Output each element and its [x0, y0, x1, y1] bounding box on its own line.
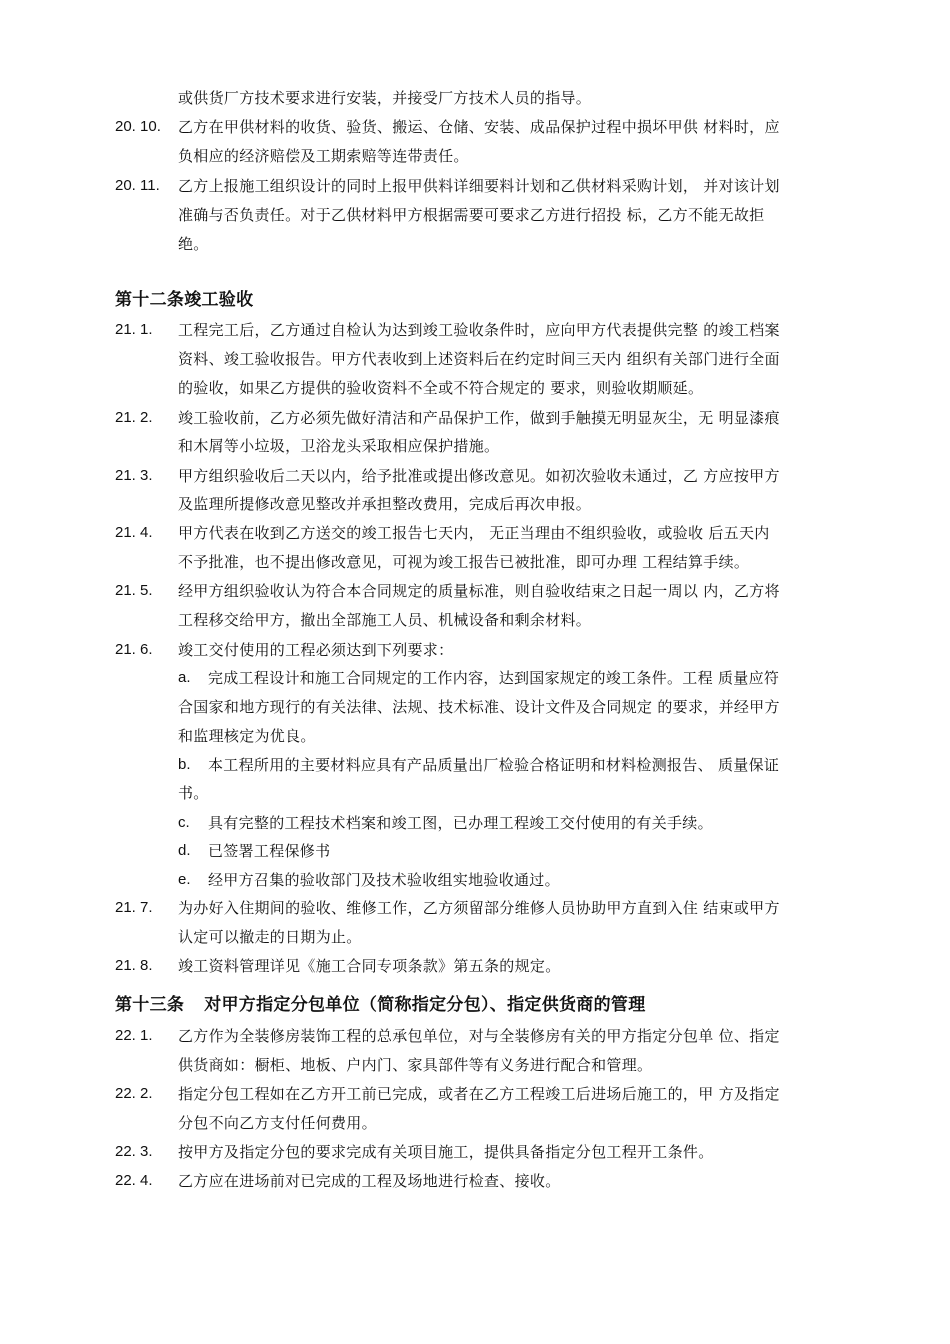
clause-text: 认定可以撤走的日期为止。 [178, 928, 362, 946]
clause-number: 21. 4. [115, 524, 153, 541]
clause-text: 和木屑等小垃圾，卫浴龙头采取相应保护措施。 [178, 437, 500, 455]
clause-text: 竣工验收前，乙方必须先做好清洁和产品保护工作，做到手触摸无明显灰尘，无 明显漆痕 [178, 409, 780, 427]
clause-number: 21. 5. [115, 582, 153, 599]
clause-text: 竣工交付使用的工程必须达到下列要求： [178, 641, 454, 659]
clause-text: 供货商如：橱柜、地板、户内门、家具部件等有义务进行配合和管理。 [178, 1056, 653, 1074]
clause-text: 乙方作为全装修房装饰工程的总承包单位，对与全装修房有关的甲方指定分包单 位、指定 [178, 1027, 780, 1045]
clause-text: 的验收，如果乙方提供的验收资料不全或不符合规定的 要求，则验收期顺延。 [178, 379, 704, 397]
clause-number: 22. 4. [115, 1172, 153, 1189]
clause-number: 21. 3. [115, 467, 153, 484]
clause-text: 乙方上报施工组织设计的同时上报甲供料详细要料计划和乙供材料采购计划， 并对该计划 [178, 177, 780, 195]
clause-text: 甲方代表在收到乙方送交的竣工报告七天内， 无正当理由不组织验收，或验收 后五天内 [178, 524, 770, 542]
clause-text: 绝。 [178, 235, 209, 253]
sub-item-text: 书。 [178, 784, 209, 802]
clause-number: 21. 1. [115, 321, 153, 338]
clause-number: 22. 1. [115, 1027, 153, 1044]
clause-text: 工程完工后，乙方通过自检认为达到竣工验收条件时，应向甲方代表提供完整 的竣工档案 [178, 321, 780, 339]
sub-item-text: 和监理核定为优良。 [178, 727, 316, 745]
clause-text: 乙方在甲供材料的收货、验货、搬运、仓储、安装、成品保护过程中损坏甲供 材料时，应 [178, 118, 780, 136]
clause-text: 竣工资料管理详见《施工合同专项条款》第五条的规定。 [178, 957, 561, 975]
clause-number: 21. 6. [115, 641, 153, 658]
clause-text: 按甲方及指定分包的要求完成有关项目施工，提供具备指定分包工程开工条件。 [178, 1143, 714, 1161]
sub-item-letter: b. [178, 756, 191, 773]
clause-number: 20. 10. [115, 118, 161, 135]
sub-item-text: 合国家和地方现行的有关法律、法规、技术标准、设计文件及合同规定 的要求，并经甲方 [178, 698, 780, 716]
clause-number: 20. 11. [115, 177, 160, 194]
sub-item-text: 完成工程设计和施工合同规定的工作内容，达到国家规定的竣工条件。工程 质量应符 [208, 669, 780, 687]
clause-number: 22. 3. [115, 1143, 153, 1160]
sub-item-text: 具有完整的工程技术档案和竣工图，已办理工程竣工交付使用的有关手续。 [208, 814, 713, 832]
clause-text: 及监理所提修改意见整改并承担整改费用，完成后再次申报。 [178, 495, 592, 513]
sub-item-text: 经甲方召集的验收部门及技术验收组实地验收通过。 [208, 871, 560, 889]
sub-item-letter: d. [178, 842, 191, 859]
clause-text: 经甲方组织验收认为符合本合同规定的质量标准，则自验收结束之日起一周以 内，乙方将 [178, 582, 780, 600]
section-heading [115, 994, 646, 1016]
clause-text: 为办好入住期间的验收、维修工作，乙方须留部分维修人员协助甲方直到入住 结束或甲方 [178, 899, 780, 917]
continuation-text: 或供货厂方技术要求进行安装，并接受厂方技术人员的指导。 [178, 89, 592, 107]
clause-text: 准确与否负责任。对于乙供材料甲方根据需要可要求乙方进行招投 标，乙方不能无故拒 [178, 206, 765, 224]
section-heading-number: 第十三条 [115, 995, 185, 1015]
sub-item-letter: e. [178, 871, 191, 888]
sub-item-text: 本工程所用的主要材料应具有产品质量出厂检验合格证明和材料检测报告、 质量保证 [208, 756, 780, 774]
section-heading: 第十二条竣工验收 [115, 290, 254, 310]
clause-text: 分包不向乙方支付任何费用。 [178, 1114, 377, 1132]
clause-number: 21. 8. [115, 957, 153, 974]
sub-item-text: 已签署工程保修书 [208, 842, 331, 860]
clause-text: 资料、竣工验收报告。甲方代表收到上述资料后在约定时间三天内 组织有关部门进行全面 [178, 350, 780, 368]
clause-number: 22. 2. [115, 1085, 153, 1102]
clause-text: 不予批准，也不提出修改意见，可视为竣工报告已被批准，即可办理 工程结算手续。 [178, 553, 750, 571]
clause-text: 负相应的经济赔偿及工期索赔等连带责任。 [178, 147, 469, 165]
clause-text: 乙方应在进场前对已完成的工程及场地进行检查、接收。 [178, 1172, 561, 1190]
section-heading-title: 对甲方指定分包单位（简称指定分包）、指定供货商的管理 [204, 995, 646, 1015]
clause-text: 甲方组织验收后二天以内，给予批准或提出修改意见。如初次验收未通过，乙 方应按甲方 [178, 467, 780, 485]
clause-text: 指定分包工程如在乙方开工前已完成，或者在乙方工程竣工后进场后施工的，甲 方及指定 [178, 1085, 780, 1103]
sub-item-letter: c. [178, 814, 190, 831]
clause-number: 21. 7. [115, 899, 153, 916]
clause-number: 21. 2. [115, 409, 153, 426]
clause-text: 工程移交给甲方，撤出全部施工人员、机械设备和剩余材料。 [178, 611, 592, 629]
sub-item-letter: a. [178, 669, 191, 686]
